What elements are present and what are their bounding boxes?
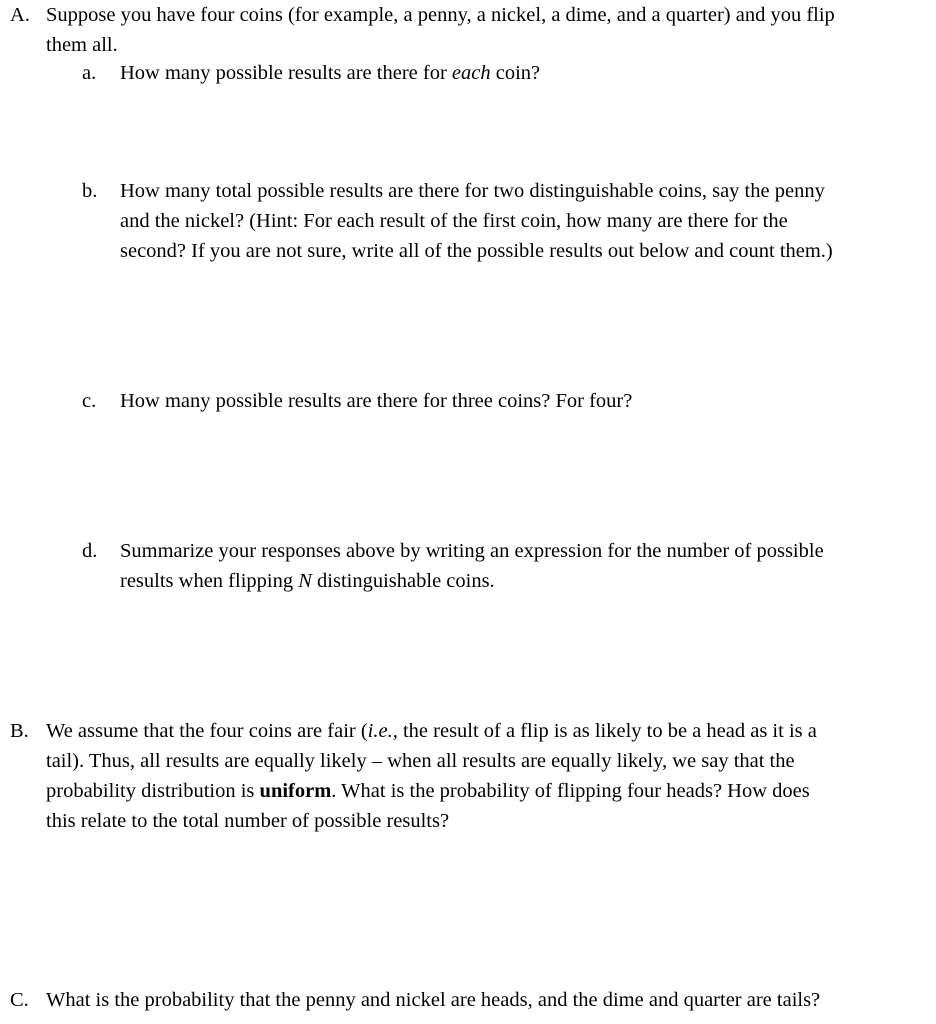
question-b-line-1-post: the result of a flip is as likely to be a head as it is a — [397, 720, 817, 742]
part-b-label: b. — [82, 180, 98, 202]
part-a-emphasis: each — [451, 62, 491, 84]
part-b-text — [120, 176, 920, 266]
question-b-ie: i.e., — [367, 720, 398, 742]
question-a-line-1: Suppose you have four coins (for example, a penny, a nickel, a dime, and a quarter) and you flip — [46, 4, 835, 26]
question-a-text — [46, 0, 930, 60]
question-c-line-1: What is the probability that the penny and nickel are heads, and the dime and quarter are tails? — [46, 989, 821, 1011]
part-a-text — [120, 58, 920, 88]
question-c-text — [46, 985, 930, 1015]
question-b-line-2: tail). Thus, all results are equally likely – when all results are equally likely, we say that the — [46, 750, 795, 772]
part-d-line-2-post: distinguishable coins. — [311, 570, 495, 592]
part-d-line-2 — [120, 566, 920, 596]
part-b-line-1: How many total possible results are there for two distinguishable coins, say the penny — [120, 180, 825, 202]
question-b-label: B. — [10, 720, 29, 742]
part-b-line-3: second? If you are not sure, write all of the possible results out below and count them.) — [120, 240, 833, 262]
part-d-variable: N — [298, 570, 312, 592]
question-b-line-3-post: . What is the probability of flipping four heads? How does — [331, 780, 810, 802]
question-b-line-4: this relate to the total number of possible results? — [46, 810, 450, 832]
question-b-line-3 — [46, 776, 930, 806]
question-a-line-2: them all. — [46, 34, 118, 56]
question-b-uniform: uniform — [259, 780, 332, 802]
part-d-label: d. — [82, 540, 98, 562]
question-c-label: C. — [10, 989, 29, 1011]
part-c-text — [120, 386, 920, 416]
question-b-line-3-pre: probability distribution is — [46, 780, 260, 802]
part-b-line-2: and the nickel? (Hint: For each result of the first coin, how many are there for the — [120, 210, 788, 232]
part-a-pre: How many possible results are there for — [120, 62, 452, 84]
part-a-line-1 — [120, 58, 920, 88]
question-b-line-1 — [46, 716, 930, 746]
question-b-line-1-pre: We assume that the four coins are fair ( — [46, 720, 368, 742]
question-a-label: A. — [10, 4, 30, 26]
part-d-text — [120, 536, 920, 596]
part-d-line-1: Summarize your responses above by writing an expression for the number of possible — [120, 540, 824, 562]
question-b-text — [46, 716, 930, 836]
part-c-label: c. — [82, 390, 97, 412]
part-a-post: coin? — [490, 62, 541, 84]
part-a-label: a. — [82, 62, 97, 84]
part-c-line-1: How many possible results are there for three coins? For four? — [120, 390, 633, 412]
part-d-line-2-pre: results when flipping — [120, 570, 299, 592]
